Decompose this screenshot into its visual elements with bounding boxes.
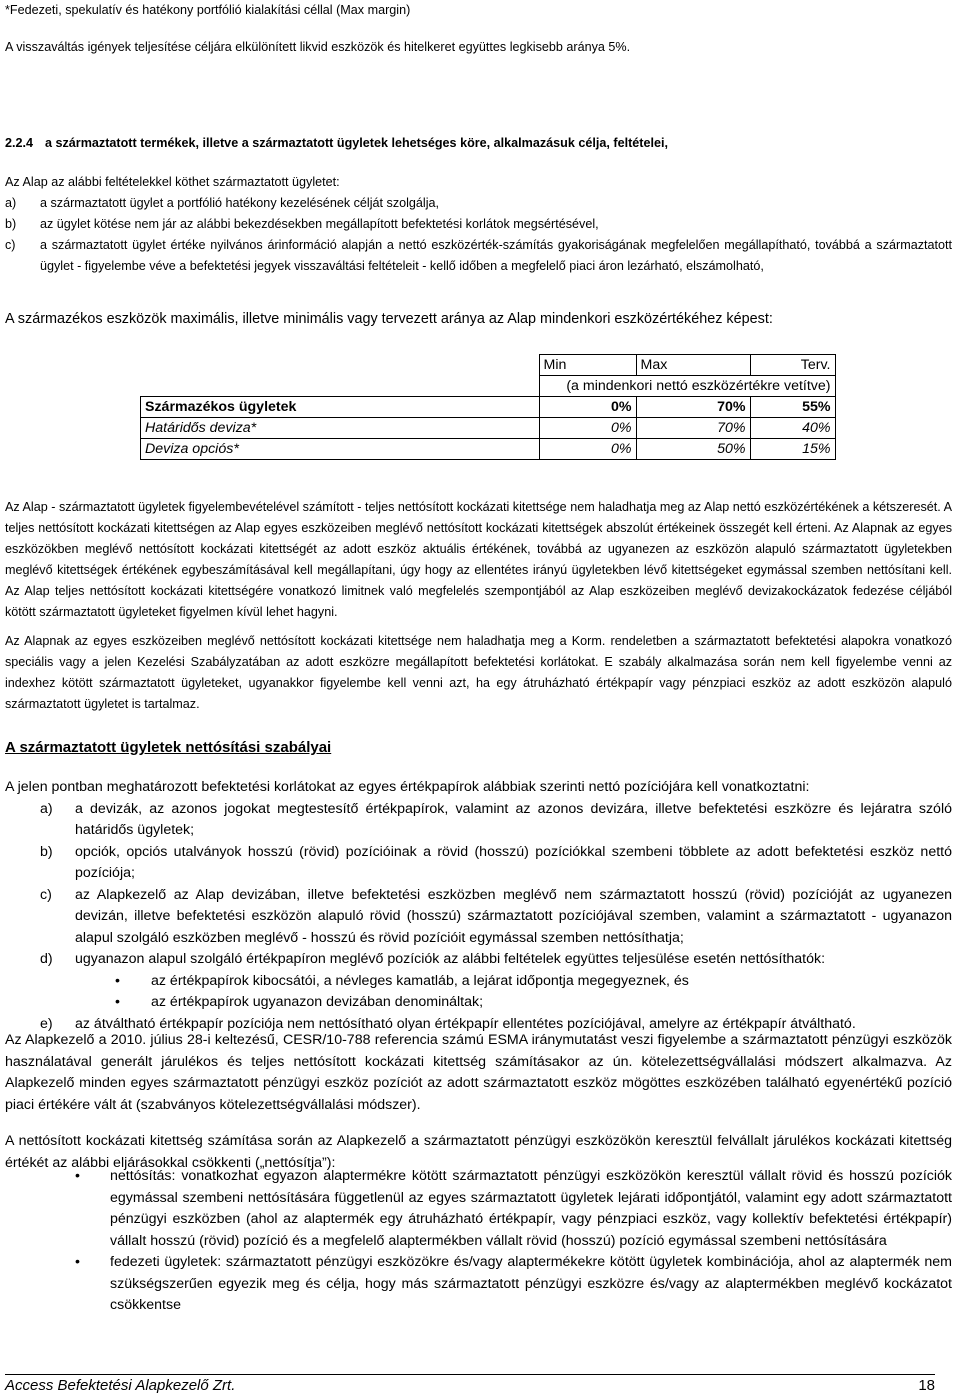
row-min: 0%: [539, 397, 636, 418]
bullet-text: fedezeti ügyletek: származtatott pénzügyi eszközökre és/vagy alaptermékekre kötött ügyletek kombinációja, ahol az alaptermék nem szükségszerűen egyezik meg és célja, hogy más származtatott pénzügyi eszközre és/vagy az alaptermékben meglévő kockázatot csökkentse: [110, 1254, 952, 1313]
item-text: a devizák, az azonos jogokat megtestesítő értékpapírok, valamint az azonos devizára, illetve befektetési eszközre és lejáratra szóló határidős ügyletek;: [75, 800, 952, 838]
table-row: [141, 397, 836, 418]
item-text: opciók, opciós utalványok hosszú (rövid) pozícióinak a rövid (hosszú) pozíciókkal szembeni többlete az adott befektetési eszköz nettó pozíciója;: [75, 843, 952, 881]
item-text: az ügylet kötése nem jár az alábbi bekezdésekben megállapított befektetési korlátok megsértésével,: [40, 217, 599, 231]
condition-item: [5, 214, 952, 235]
page-number: 18: [918, 1377, 935, 1394]
netting-item: [5, 885, 952, 950]
row-label: Határidős deviza*: [141, 418, 540, 439]
col-min-header: Min: [539, 355, 636, 376]
row-terv: 15%: [750, 439, 835, 460]
row-max: 70%: [636, 418, 750, 439]
row-min: 0%: [539, 418, 636, 439]
bullet-icon: •: [75, 1168, 80, 1184]
esma-paragraph: Az Alapkezelő a 2010. július 28-i keltezésű, CESR/10-788 referencia számú ESMA iránymutatást veszi figyelembe a származtatott pénzügyi eszközök használatával generált járulékos és teljes nettósított kockázati kitettség számításakor az ún. kötelezettségvállalási módszert alkalmazva. Az Alapkezelő minden egyes származtatott pénzügyi eszköz pozíciót az adott származtatott eszköz mögöttes eszközében található egyenértékű pozíció piaci értékére vált át (szabványos kötelezettségvállalási módszer).: [5, 1032, 952, 1113]
netting-intro: A jelen pontban meghatározott befektetési korlátokat az egyes értékpapírok alábbiak szerinti nettó pozíciójára kell vonatkoztatni:: [5, 779, 810, 795]
item-label: a): [5, 196, 17, 210]
section-number: 2.2.4: [5, 136, 34, 150]
netting-bullet: [5, 971, 952, 993]
table-empty-cell: [141, 376, 540, 397]
derivatives-ratio-table: [140, 354, 836, 460]
row-terv: 55%: [750, 397, 835, 418]
bullet-text: nettósítás: vonatkozhat egyazon alaptermékre kötött származtatott pénzügyi eszközökön keresztül vállalt rövid és hosszú pozíciók egymással szembeni nettósítására függetlenül az egyes származtatott ügyletek lejárati időpontjától, valamint egy adott származtatott pénzügyi eszközben (ahol az alaptermék egy átruházható értékpapír, vagy pénzpiaci eszköz, vagy kollektív befektetési értékpapír) vállalt hosszú (rövid) pozíció és a megfelelő alaptermékben vállalt rövid (hosszú) pozíció egymással szembeni nettósítására: [110, 1168, 952, 1249]
row-max: 70%: [636, 397, 750, 418]
bullet-text: az értékpapírok ugyanazon devizában denomináltak;: [151, 994, 484, 1010]
table-subheader-row: [141, 376, 836, 397]
bullet-icon: •: [75, 1254, 80, 1270]
row-min: 0%: [539, 439, 636, 460]
header-note: *Fedezeti, spekulatív és hatékony portfólió kialakítási céllal (Max margin): [5, 3, 411, 17]
table-row: [141, 439, 836, 460]
col-terv-header: Terv.: [750, 355, 835, 376]
col-max-header: Max: [636, 355, 750, 376]
row-terv: 40%: [750, 418, 835, 439]
bullet-text: az értékpapírok kibocsátói, a névleges kamatláb, a lejárat időpontja megegyeznek, és: [151, 972, 689, 989]
netting-item: [5, 799, 952, 842]
item-text: a származtatott ügylet értéke nyilvános árinformáció alapján a nettó eszközérték-számítás gyakoriságának megfelelően megállapítható, továbbá a származtatott ügylet - figyelembe véve a befektetési jegyek visszaváltási feltételeit - kellő időben a megfelelő piaci áron lezárható, elszámolható,: [40, 238, 952, 273]
item-text: ugyanazon alapul szolgáló értékpapíron meglévő pozíciók az alábbi feltételek együttes teljesülése esetén nettósíthatók:: [75, 951, 826, 967]
item-text: az Alapkezelő az Alap devizában, illetve befektetési eszközben meglévő nem származtatott hosszú (rövid) pozícióját az ugyanezen devizán, illetve befektetési eszközön alapuló rövid (hosszú) származtatott pozíciójával szemben, valamint a származtatott - ugyanazon alapul szolgáló eszközben meglévő - hosszú és rövid pozícióit egymással szemben nettósíthatja;: [75, 886, 952, 946]
row-label: Deviza opciós*: [141, 439, 540, 460]
item-label: a): [40, 800, 53, 817]
table-header-row: [141, 355, 836, 376]
exposure-paragraph: Az Alap - származtatott ügyletek figyelembevételével számított - teljes nettósított kockázati kitettsége nem haladhatja meg az Alap nettó eszközértékének a kétszeresét. A teljes nettósított kockázati kitettségen az Alap egyes eszközeiben meglévő nettósított kockázati kitettségek abszolút értékeinek összegét kell érteni. Az Alapnak az egyes eszközökben meglévő nettósított kockázati kitettségét az adott eszköz aktuális értékének, továbbá az ugyanezen az eszközön alapuló származtatott ügyletekben meglévő kitettségek értékének egybeszámításával kell megállapítani, úgy hogy az ellentétes irányú ügyletekben lévő kitettségeket egymással szemben nettósítani kell. Az Alap teljes nettósított kockázati kitettségére vonatkozó limitnek való megfelelés szempontjából az Alap eszközeiben meglévő devizakockázatok fedezése céljából kötött származtatott ügyleteket figyelmen kívül lehet hagyni.: [5, 500, 952, 619]
table-empty-cell: [141, 355, 540, 376]
netting-item: [5, 949, 952, 971]
item-text: az átváltható értékpapír pozíciója nem nettósítható olyan értékpapír ellentétes pozíciójával, amelyre az értékpapír átváltható.: [75, 1015, 856, 1032]
bullet-icon: •: [115, 972, 120, 989]
netting-bullet: [5, 992, 952, 1014]
netting-heading: A származtatott ügyletek nettósítási szabályai: [5, 739, 332, 756]
item-label: b): [5, 217, 17, 231]
header-liquidity-note: A visszaváltás igények teljesítése céljára elkülönített likvid eszközök és hitelkeret együttes legkisebb aránya 5%.: [5, 40, 631, 54]
condition-item: [5, 193, 952, 214]
row-label: Származékos ügyletek: [141, 397, 540, 418]
row-max: 50%: [636, 439, 750, 460]
item-label: e): [40, 1015, 53, 1032]
page-footer: [5, 1374, 935, 1394]
netting-item: [5, 842, 952, 885]
conditions-block: [5, 172, 952, 277]
section-title: a származtatott termékek, illetve a származtatott ügyletek lehetséges köre, alkalmazásuk célja, feltételei,: [45, 136, 668, 150]
item-label: b): [40, 843, 53, 860]
netting-calc-paragraph: A nettósított kockázati kitettség számítása során az Alapkezelő a származtatott pénzügyi eszközökön keresztül felvállalt járulékos kockázati kitettség értékét az alábbi eljárásokkal csökkenti („nettósítja”):: [5, 1133, 952, 1171]
condition-item: [5, 235, 952, 277]
exposure-limit-paragraph: Az Alapnak az egyes eszközeiben meglévő nettósított kockázati kitettsége nem haladhatja meg a Korm. rendeletben a származtatott befektetési alapokra vonatkozó speciális vagy a jelen Kezelési Szabályzatában az adott eszközre megállapított befektetési korlátokat. E szabály alkalmazása során nem kell figyelembe venni az indexhez kötött származtatott ügyleteket, ugyanakkor figyelembe kell venni azt, ha egy átruházható értékpapír vagy pénzpiaci eszköz az adott eszközön alapuló származtatott ügyletet is tartalmaz.: [5, 634, 952, 711]
item-label: c): [40, 886, 52, 903]
section-heading: [5, 133, 952, 154]
bullet-icon: •: [115, 994, 120, 1010]
method-bullet: [5, 1252, 952, 1317]
table-subheader: (a mindenkori nettó eszközértékre vetítve): [539, 376, 835, 397]
footer-company: Access Befektetési Alapkezelő Zrt.: [5, 1377, 236, 1394]
netting-block: [5, 777, 952, 1035]
method-bullet: [5, 1166, 952, 1252]
conditions-intro: Az Alap az alábbi feltételekkel köthet származtatott ügyletet:: [5, 175, 340, 189]
table-row: [141, 418, 836, 439]
item-text: a származtatott ügylet a portfólió hatékony kezelésének célját szolgálja,: [40, 196, 440, 210]
ratio-heading: A származékos eszközök maximális, illetve minimális vagy tervezett aránya az Alap mindenkori eszközértékéhez képest:: [5, 311, 773, 327]
netting-methods-list: [5, 1166, 952, 1317]
item-label: d): [40, 951, 53, 967]
item-label: c): [5, 238, 16, 252]
